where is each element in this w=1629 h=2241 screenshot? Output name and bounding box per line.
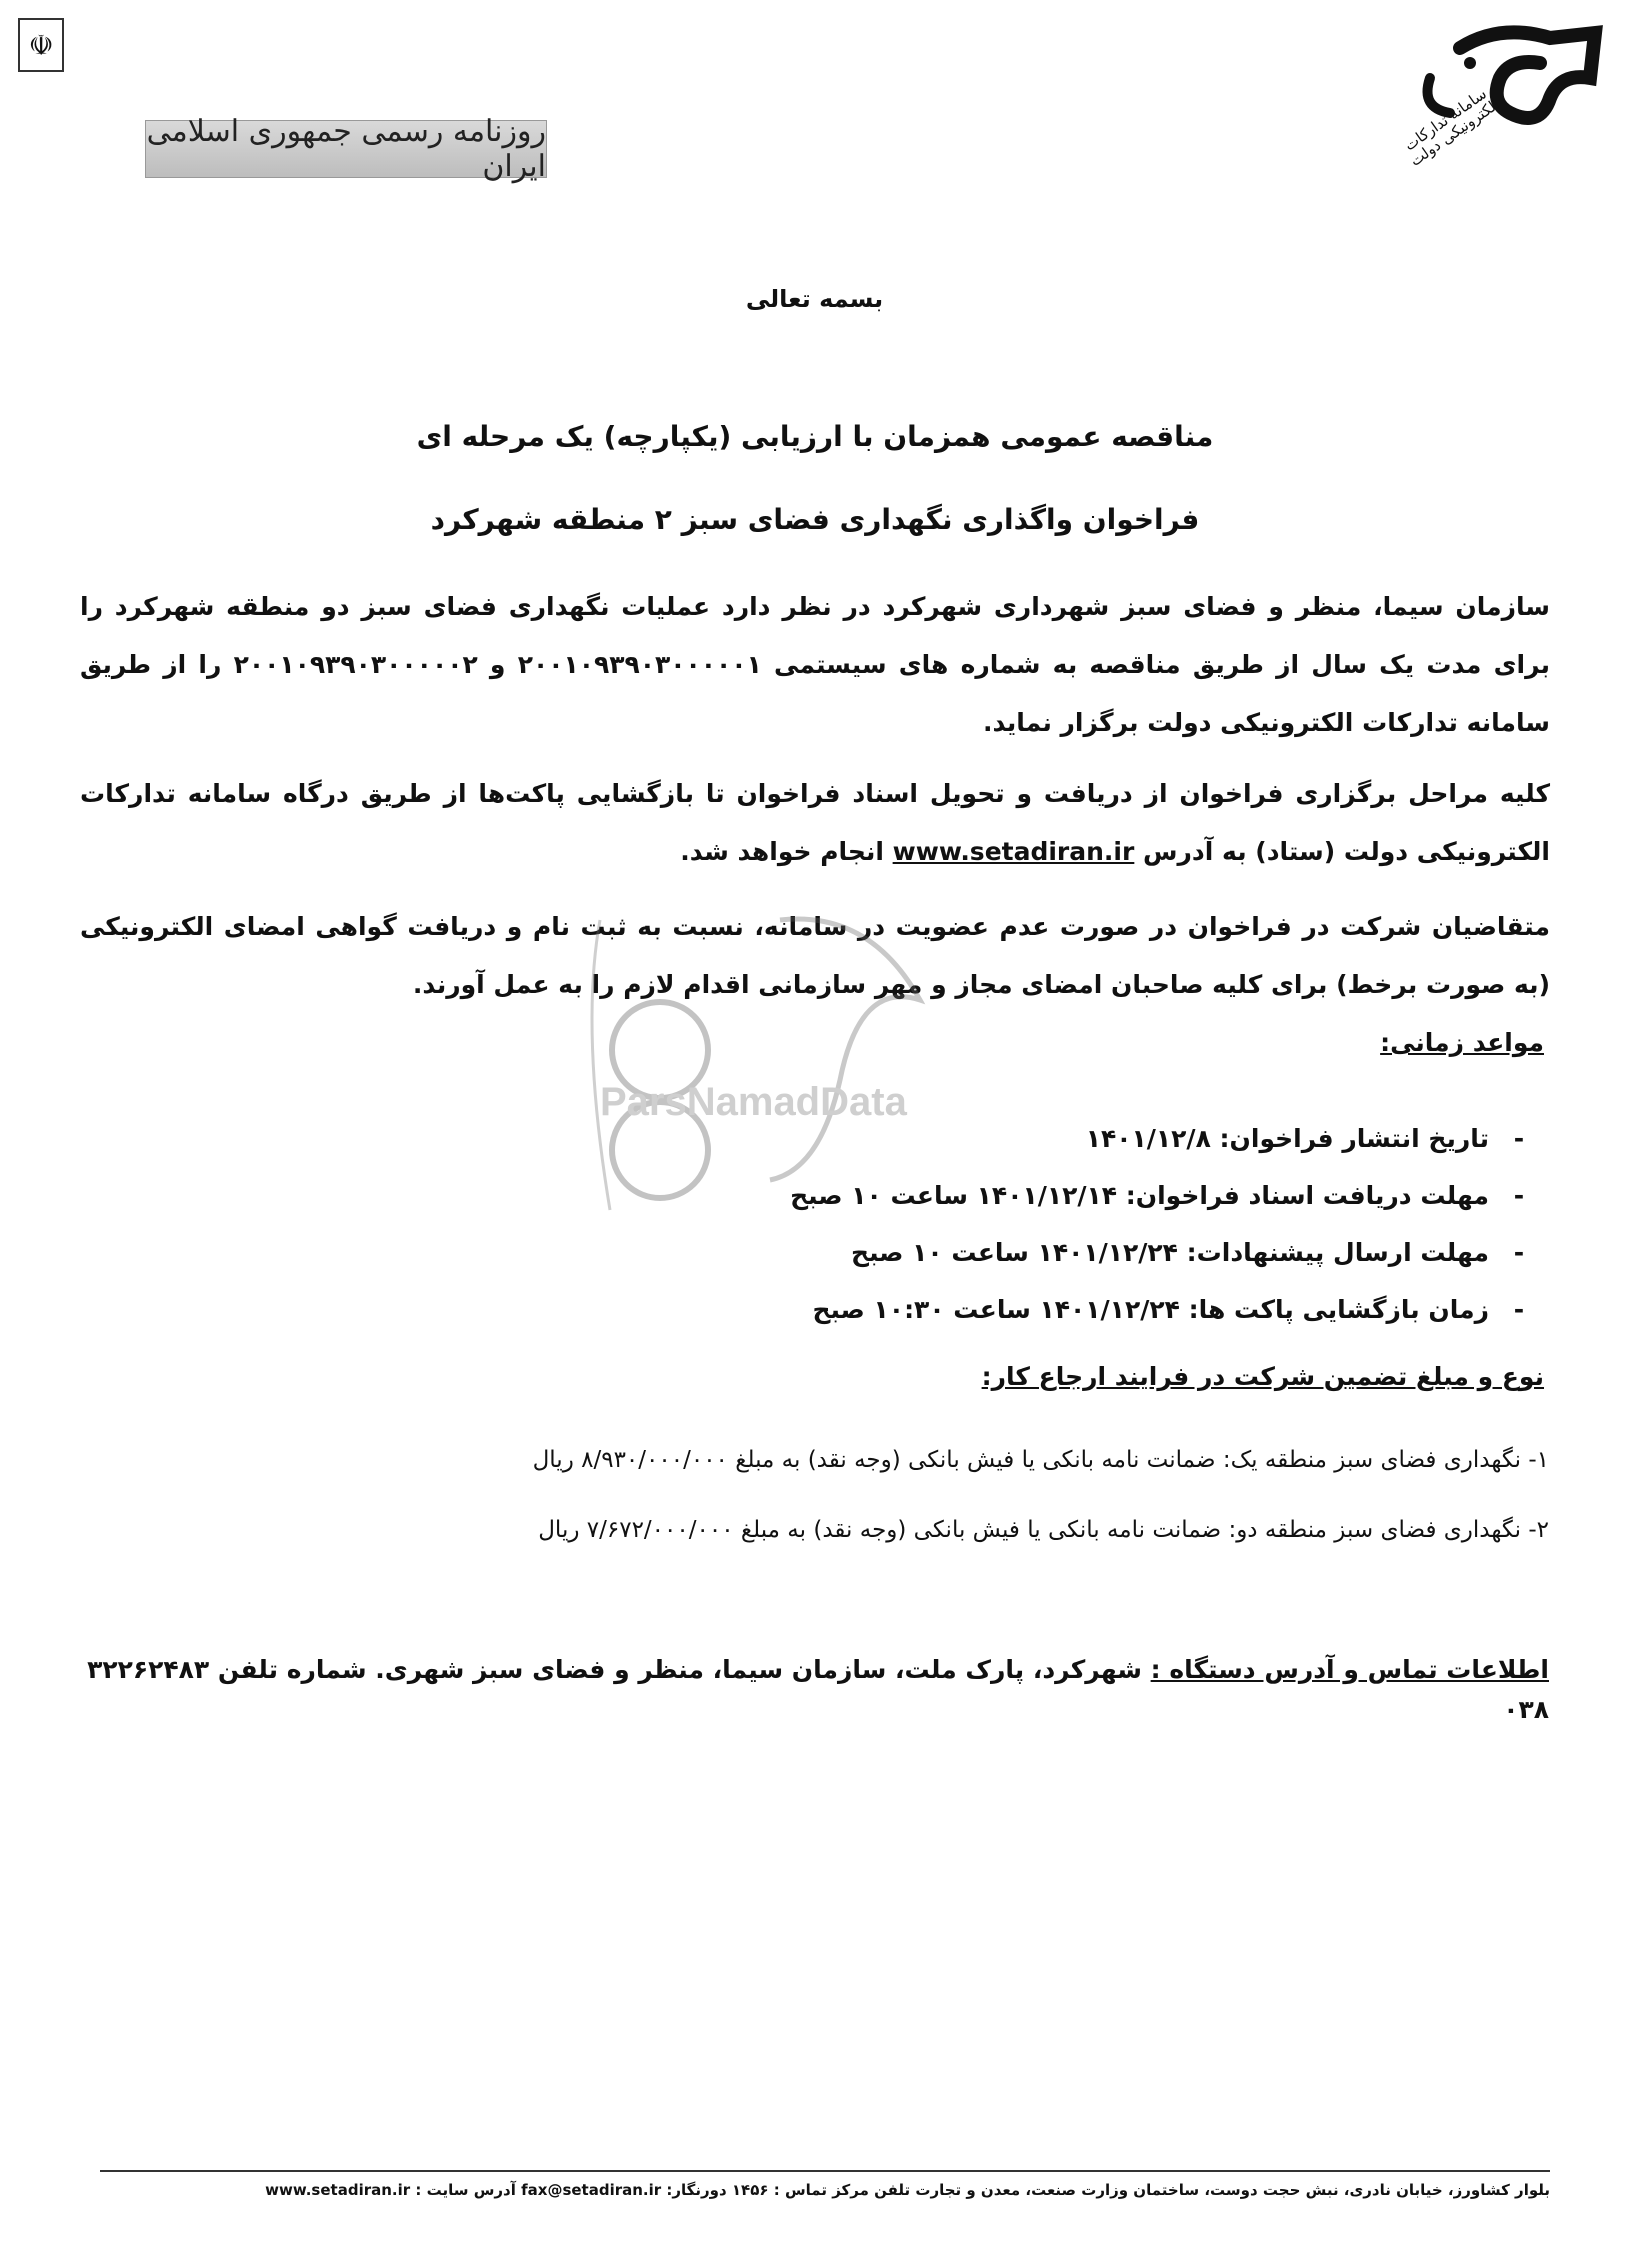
applicants-paragraph: متقاضیان شرکت در فراخوان در صورت عدم عضویت در سامانه، نسبت به ثبت نام و دریافت گواهی امضای الکترونیکی (به صورت برخط) برای کلیه صاحبان امضای مجاز و مهر سازمانی اقدام لازم را به عمل آورند. (80, 912, 1550, 999)
tender-subtitle: فراخوان واگذاری نگهداری فضای سبز ۲ منطقه شهرکرد (430, 503, 1200, 536)
contact-label: اطلاعات تماس و آدرس دستگاه : (1150, 1655, 1549, 1684)
process-text-start: کلیه مراحل برگزاری فراخوان از دریافت و تحویل اسناد فراخوان تا بازگشایی پاکت‌ها از طریق درگاه سامانه تدارکات الکترونیکی دولت (ستاد) به آدرس (80, 779, 1550, 866)
gazette-title: روزنامه رسمی جمهوری اسلامی ایران (146, 114, 546, 184)
guarantee-item-1: ۱- نگهداری فضای سبز منطقه یک: ضمانت نامه بانکی یا فیش بانکی (وجه نقد) به مبلغ ۸/۹۳۰/۰۰۰/۰۰۰ ریال (532, 1447, 1549, 1473)
tender-title: مناقصه عمومی همزمان با ارزیابی (یکپارچه) یک مرحله ای (416, 420, 1214, 453)
process-text-end: انجام خواهد شد. (680, 837, 884, 866)
date-row-submit-deadline: - مهلت ارسال پیشنهادات: ۱۴۰۱/۱۲/۲۴ ساعت ۱۰ صبح (851, 1238, 1525, 1267)
date-row-docs-deadline: - مهلت دریافت اسناد فراخوان: ۱۴۰۱/۱۲/۱۴ ساعت ۱۰ صبح (790, 1181, 1525, 1210)
contact-text: شهرکرد، پارک ملت، سازمان سیما، منظر و فضای سبز شهری. شماره تلفن ۳۲۲۶۲۴۸۳ ۰۳۸ (87, 1655, 1549, 1724)
date-value: ۱۴۰۱/۱۲/۲۴ ساعت ۱۰:۳۰ صبح (812, 1295, 1180, 1324)
bismillah-heading: بسمه تعالی (745, 285, 884, 313)
dates-list (549, 1110, 1549, 1338)
intro-paragraph: سازمان سیما، منظر و فضای سبز شهرداری شهرکرد در نظر دارد عملیات نگهداری فضای سبز دو منطقه شهرکرد را برای مدت یک سال از طریق مناقصه به شماره های سیستمی ۲۰۰۱۰۹۳۹۰۳۰۰۰۰۰۱ و ۲۰۰۱۰۹۳۹۰۳۰۰۰۰۰۲ را از طریق سامانه تدارکات الکترونیکی دولت برگزار نماید. (80, 592, 1551, 737)
process-paragraph (80, 765, 1550, 881)
date-label: مهلت دریافت اسناد فراخوان: (1125, 1181, 1489, 1210)
date-value: ۱۴۰۱/۱۲/۸ (1085, 1124, 1211, 1153)
logo-caption: سامانه تدارکات الکترونیکی دولت (1400, 84, 1503, 170)
guarantee-heading: نوع و مبلغ تضمین شرکت در فرایند ارجاع کار: (981, 1362, 1544, 1391)
date-row-opening: - زمان بازگشایی پاکت ها: ۱۴۰۱/۱۲/۲۴ ساعت ۱۰:۳۰ صبح (812, 1295, 1525, 1324)
date-label: زمان بازگشایی پاکت ها: (1188, 1295, 1489, 1324)
date-value: ۱۴۰۱/۱۲/۲۴ ساعت ۱۰ صبح (851, 1238, 1178, 1267)
contact-info (79, 1650, 1549, 1730)
setad-website-link[interactable]: www.setadiran.ir (892, 837, 1135, 866)
watermark-text: ParsNamadData (600, 1080, 907, 1124)
dates-heading: مواعد زمانی: (1380, 1028, 1544, 1057)
footer-divider (100, 2170, 1550, 2172)
footer-address: بلوار کشاورز، خیابان نادری، نبش حجت دوست، ساختمان وزارت صنعت، معدن و تجارت تلفن مرکز تماس : ۱۴۵۶ دورنگار: fax@setadiran.ir آدرس سایت : www.setadiran.ir (265, 2181, 1550, 2199)
guarantee-item-2: ۲- نگهداری فضای سبز منطقه دو: ضمانت نامه بانکی یا فیش بانکی (وجه نقد) به مبلغ ۷/۶۷۲/۰۰۰/۰۰۰ ریال (538, 1517, 1549, 1543)
date-label: تاریخ انتشار فراخوان: (1219, 1124, 1489, 1153)
date-row-publish: - تاریخ انتشار فراخوان: ۱۴۰۱/۱۲/۸ (1085, 1124, 1525, 1153)
date-label: مهلت ارسال پیشنهادات: (1186, 1238, 1489, 1267)
date-value: ۱۴۰۱/۱۲/۱۴ ساعت ۱۰ صبح (790, 1181, 1118, 1210)
emblem-icon: ☫ (18, 18, 64, 72)
setad-logo-icon (1400, 18, 1610, 198)
